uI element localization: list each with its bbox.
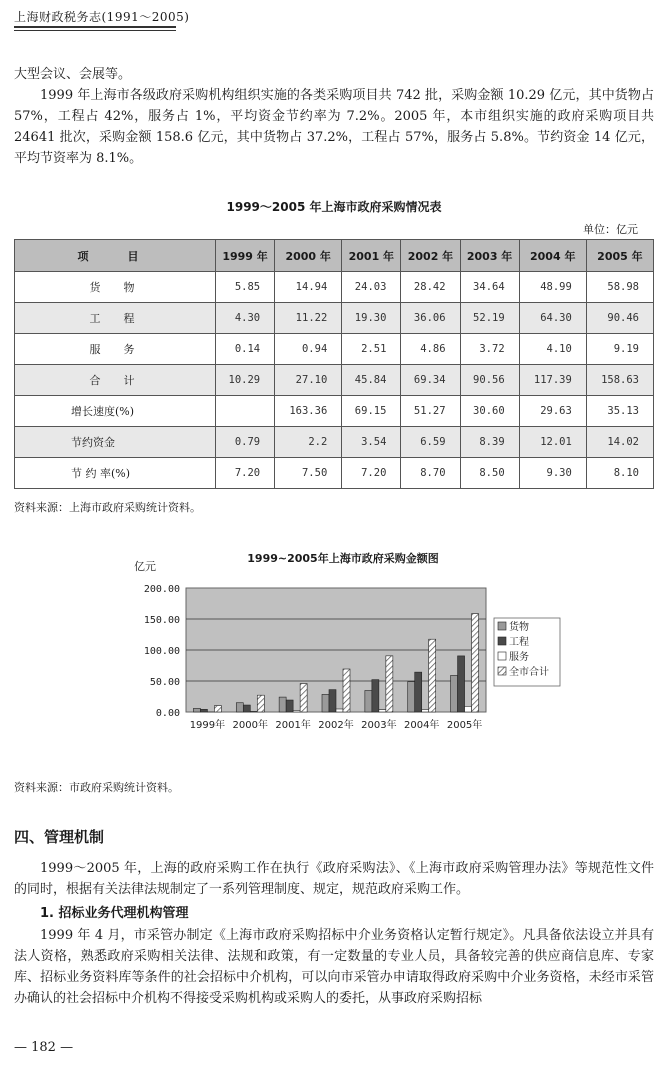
table-cell: 7.20 [216, 458, 275, 489]
bar-工程 [243, 705, 250, 712]
bar-服务 [336, 709, 343, 712]
bar-工程 [458, 656, 465, 712]
bar-全市合计 [257, 695, 264, 712]
header-rule [14, 26, 176, 28]
table-cell: 8.70 [401, 458, 460, 489]
table-cell: 30.60 [460, 396, 519, 427]
table-cell: 28.42 [401, 272, 460, 303]
table-cell: 5.85 [216, 272, 275, 303]
table-cell: 9.30 [519, 458, 586, 489]
table-cell: 163.36 [275, 396, 342, 427]
paragraph-continuation: 大型会议、会展等。 [14, 67, 132, 82]
table-row [15, 396, 654, 427]
row-label: 节约资金 [15, 427, 216, 458]
legend-label: 服务 [509, 652, 529, 663]
running-head: 上海财政税务志(1991～2005) [14, 10, 190, 24]
bar-服务 [293, 710, 300, 712]
bar-工程 [286, 700, 293, 712]
bar-货物 [365, 691, 372, 712]
table-row [15, 427, 654, 458]
table-header-row [15, 240, 654, 272]
y-tick-label: 0.00 [155, 708, 180, 719]
table-cell: 117.39 [519, 365, 586, 396]
table-cell: 34.64 [460, 272, 519, 303]
legend-label: 工程 [509, 637, 529, 648]
table-cell: 3.54 [342, 427, 401, 458]
bar-chart [122, 540, 564, 752]
bar-工程 [415, 672, 422, 712]
bar-服务 [465, 706, 472, 712]
bar-服务 [250, 711, 257, 712]
x-tick-label: 2000年 [232, 720, 269, 731]
bar-全市合计 [429, 639, 436, 712]
legend-swatch [498, 622, 506, 630]
bar-货物 [279, 697, 286, 712]
legend-swatch [498, 667, 506, 675]
table-unit: 单位：亿元 [583, 223, 638, 236]
table-cell: 52.19 [460, 303, 519, 334]
subsection-heading: 1. 招标业务代理机构管理 [40, 906, 189, 921]
table-cell: 45.84 [342, 365, 401, 396]
table-cell: 7.20 [342, 458, 401, 489]
bar-全市合计 [300, 684, 307, 712]
bar-货物 [322, 694, 329, 712]
table-row [15, 365, 654, 396]
table-cell: 6.59 [401, 427, 460, 458]
chart-title: 1999~2005年上海市政府采购金额图 [247, 552, 439, 565]
x-tick-label: 1999年 [189, 720, 226, 731]
table-cell: 29.63 [519, 396, 586, 427]
table-row [15, 334, 654, 365]
section-intro-paragraph: 1999～2005 年，上海的政府采购工作在执行《政府采购法》、《上海市政府采购管理办法》等规范性文件的同时，根据有关法律法规制定了一系列管理制度、规定，规范政府采购工作。 [14, 861, 654, 897]
table-cell: 14.02 [586, 427, 653, 458]
table-cell: 4.30 [216, 303, 275, 334]
column-header: 2002 年 [401, 240, 460, 272]
table-cell [216, 396, 275, 427]
table-cell: 19.30 [342, 303, 401, 334]
column-header: 2004 年 [519, 240, 586, 272]
row-label: 节 约 率(%) [15, 458, 216, 489]
legend-swatch [498, 637, 506, 645]
table-cell: 2.2 [275, 427, 342, 458]
table-cell: 24.03 [342, 272, 401, 303]
bar-工程 [200, 709, 207, 712]
table-cell: 69.15 [342, 396, 401, 427]
header-rule-thin [14, 30, 176, 31]
bar-服务 [379, 710, 386, 712]
table-row [15, 272, 654, 303]
table-cell: 158.63 [586, 365, 653, 396]
bar-全市合计 [214, 706, 221, 712]
row-label: 工 程 [15, 303, 216, 334]
x-tick-label: 2004年 [403, 720, 440, 731]
column-header: 项 目 [15, 240, 216, 272]
table-cell: 8.10 [586, 458, 653, 489]
table-cell: 90.46 [586, 303, 653, 334]
legend-label: 货物 [509, 622, 529, 633]
table-cell: 8.50 [460, 458, 519, 489]
table-cell: 48.99 [519, 272, 586, 303]
bar-货物 [236, 703, 243, 712]
table-cell: 58.98 [586, 272, 653, 303]
bar-货物 [193, 708, 200, 712]
y-tick-label: 200.00 [143, 584, 180, 595]
bar-货物 [408, 682, 415, 712]
table-cell: 8.39 [460, 427, 519, 458]
table-source-note: 资料来源：上海市政府采购统计资料。 [14, 501, 201, 514]
table-cell: 4.86 [401, 334, 460, 365]
x-tick-label: 2005年 [446, 720, 483, 731]
table-cell: 12.01 [519, 427, 586, 458]
bar-服务 [422, 709, 429, 712]
procurement-table [14, 239, 654, 489]
y-tick-label: 50.00 [149, 677, 180, 688]
chart-container [122, 540, 564, 752]
bar-工程 [329, 690, 336, 712]
table-cell: 69.34 [401, 365, 460, 396]
table-cell: 0.94 [275, 334, 342, 365]
column-header: 2000 年 [275, 240, 342, 272]
table-cell: 10.29 [216, 365, 275, 396]
x-tick-label: 2001年 [275, 720, 311, 731]
table-cell: 51.27 [401, 396, 460, 427]
column-header: 2001 年 [342, 240, 401, 272]
bar-工程 [372, 680, 379, 712]
column-header: 2003 年 [460, 240, 519, 272]
table-row [15, 458, 654, 489]
table-cell: 14.94 [275, 272, 342, 303]
paragraph-procurement-summary: 1999 年上海市各级政府采购机构组织实施的各类采购项目共 742 批，采购金额 10.29 亿元，其中货物占 57%，工程占 42%，服务占 1%，平均资金节约率为 7.2%。2005 年，本市组织实施的政府采购项目共 24641 批次，采购金额 158.6 亿元，其中货物占 37.2%，工程占 57%，服务占 5.8%。节约资金 14 亿元，平均节资率为 8.1%。 [14, 88, 654, 166]
table-cell: 11.22 [275, 303, 342, 334]
bar-货物 [451, 675, 458, 712]
table-cell: 90.56 [460, 365, 519, 396]
table-row [15, 303, 654, 334]
row-label: 服 务 [15, 334, 216, 365]
legend-label: 全市合计 [509, 667, 549, 678]
y-tick-label: 100.00 [143, 646, 180, 657]
x-tick-label: 2003年 [361, 720, 397, 731]
bar-全市合计 [386, 656, 393, 712]
y-axis-label: 亿元 [134, 560, 156, 573]
table-cell: 9.19 [586, 334, 653, 365]
page-number: — 182 — [14, 1040, 74, 1055]
row-label: 合 计 [15, 365, 216, 396]
row-label: 货 物 [15, 272, 216, 303]
x-tick-label: 2002年 [318, 720, 354, 731]
column-header: 1999 年 [216, 240, 275, 272]
legend-swatch [498, 652, 506, 660]
table-title: 1999～2005 年上海市政府采购情况表 [226, 200, 442, 214]
table-cell: 7.50 [275, 458, 342, 489]
table-cell: 27.10 [275, 365, 342, 396]
column-header: 2005 年 [586, 240, 653, 272]
bar-全市合计 [343, 669, 350, 712]
table-cell: 4.10 [519, 334, 586, 365]
table-cell: 64.30 [519, 303, 586, 334]
section-heading: 四、管理机制 [14, 828, 105, 846]
section-body-paragraph: 1999 年 4 月，市采管办制定《上海市政府采购招标中介业务资格认定暂行规定》。凡具备依法设立并具有法人资格，熟悉政府采购相关法律、法规和政策，有一定数量的专业人员，具备较完善的供应商信息库、专家库、招标业务资料库等条件的社会招标中介机构，可以向市采管办申请取得政府采购中介业务资格，未经市采管办确认的社会招标中介机构不得接受采购机构或采购人的委托，从事政府采购招标 [14, 928, 654, 1006]
table-cell: 35.13 [586, 396, 653, 427]
table-cell: 2.51 [342, 334, 401, 365]
chart-source-note: 资料来源：市政府采购统计资料。 [14, 781, 179, 794]
table-cell: 0.79 [216, 427, 275, 458]
y-tick-label: 150.00 [143, 615, 180, 626]
table-cell: 36.06 [401, 303, 460, 334]
table-cell: 0.14 [216, 334, 275, 365]
bar-全市合计 [472, 614, 479, 712]
row-label: 增长速度(%) [15, 396, 216, 427]
table-cell: 3.72 [460, 334, 519, 365]
